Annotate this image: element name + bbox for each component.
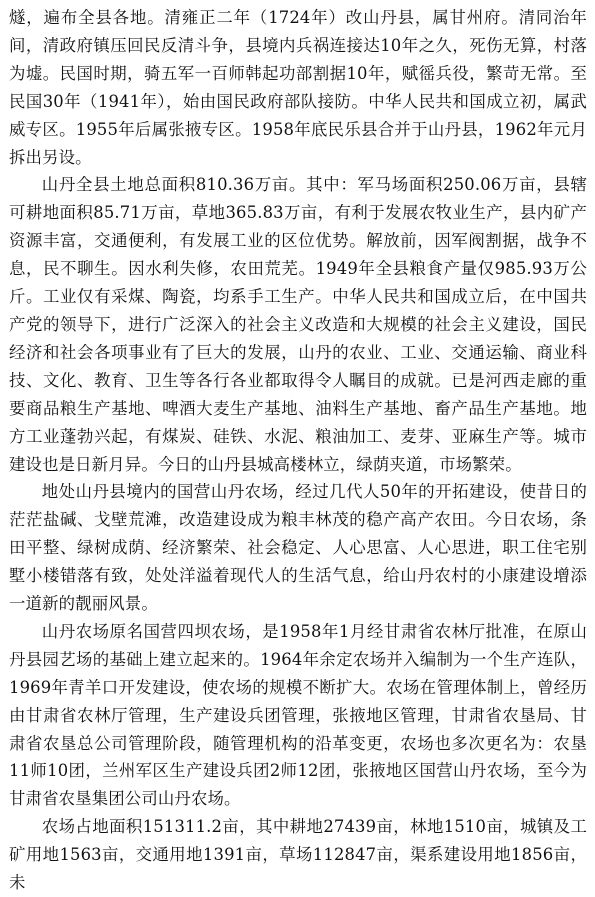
paragraph-history: 燧，遍布全县各地。清雍正二年（1724年）改山丹县，属甘州府。清同治年间，清政府镇压回民反清斗争，县境内兵祸连接达10年之久，死伤无算，村落为墟。民国时期，骑五军一百师韩起功部割据10年，赋徭兵役，繁苛无常。至民国30年（1941年），始由国民政府部队接防。中华人民共和国成立初，属武威专区。1955年后属张掖专区。1958年底民乐县合并于山丹县，1962年元月拆出另设。 <box>9 8 587 167</box>
paragraph-land-area: 山丹全县土地总面积810.36万亩。其中：军马场面积250.06万亩，县辖可耕地面积85.71万亩，草地365.83万亩，有利于发展农牧业生产，县内矿产资源丰富，交通便利，有发展工业的区位优势。解放前，因军阀割据，战争不息，民不聊生。因水利失修，农田荒芜。1949年全县粮食产量仅985.93万公斤。工业仅有采煤、陶瓷，均系手工生产。中华人民共和国成立后，在中国共产党的领导下，进行广泛深入的社会主义改造和大规模的社会主义建设，国民经济和社会各项事业有了巨大的发展，山丹的农业、工业、交通运输、商业科技、文化、教育、卫生等各行各业都取得令人瞩目的成就。已是河西走廊的重要商品粮生产基地、啤酒大麦生产基地、油料生产基地、畜产品生产基地。地方工业蓬勃兴起，有煤炭、硅铁、水泥、粮油加工、麦芽、亚麻生产等。城市建设也是日新月异。今日的山丹县城高楼林立，绿荫夹道，市场繁荣。 <box>9 175 587 474</box>
document-page <box>9 4 587 897</box>
paragraph-farm-land-use: 农场占地面积151311.2亩，其中耕地27439亩，林地1510亩，城镇及工矿用地1563亩，交通用地1391亩，草场112847亩，渠系建设用地1856亩，未 <box>9 817 587 893</box>
paragraph-farm-overview: 地处山丹县境内的国营山丹农场，经过几代人50年的开拓建设，使昔日的茫茫盐碱、戈壁荒滩，改造建设成为粮丰林茂的稳产高产农田。今日农场，条田平整、绿树成荫、经济繁荣、社会稳定、人心思富、人心思进，职工住宅别墅小楼错落有致，处处洋溢着现代人的生活气息，给山丹农村的小康建设增添一道新的靓丽风景。 <box>9 482 587 614</box>
paragraph-farm-history: 山丹农场原名国营四坝农场，是1958年1月经甘肃省农林厅批准，在原山丹县园艺场的基础上建立起来的。1964年余定农场并入编制为一个生产连队，1969年青羊口开发建设，使农场的规模不断扩大。农场在管理体制上，曾经历由甘肃省农林厅管理，生产建设兵团管理，张掖地区管理，甘肃省农垦局、甘肃省农垦总公司管理阶段，随管理机构的沿革变更，农场也多次更名为：农垦11师10团，兰州军区生产建设兵团2师12团，张掖地区国营山丹农场，至今为甘肃省农垦集团公司山丹农场。 <box>9 621 587 809</box>
